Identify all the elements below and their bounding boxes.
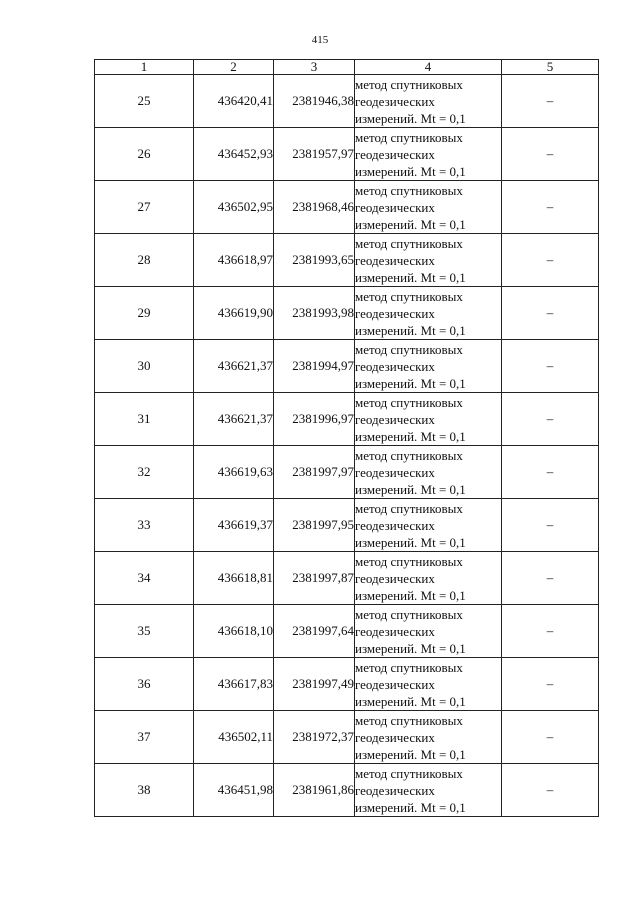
method-text-line: измерений. Mt = 0,1: [355, 322, 466, 338]
method-text-line: геодезических: [355, 305, 435, 321]
method-cell: [355, 393, 502, 446]
x-coordinate-cell: 436420,41: [194, 75, 274, 128]
table-row: [95, 499, 599, 552]
table-row: [95, 234, 599, 287]
point-number-cell: 28: [95, 234, 194, 287]
method-text-line: измерений. Mt = 0,1: [355, 375, 466, 391]
x-coordinate-cell: 436502,11: [194, 711, 274, 764]
point-number-cell: 30: [95, 340, 194, 393]
method-cell: [355, 764, 502, 817]
point-number-cell: 27: [95, 181, 194, 234]
x-coordinate-cell: 436452,93: [194, 128, 274, 181]
note-cell: –: [502, 446, 599, 499]
column-header: 1: [95, 60, 194, 75]
method-text-line: измерений. Mt = 0,1: [355, 534, 466, 550]
method-text-line: измерений. Mt = 0,1: [355, 269, 466, 285]
method-text-line: метод спутниковых: [355, 553, 463, 569]
point-number-cell: 38: [95, 764, 194, 817]
method-text-line: метод спутниковых: [355, 235, 463, 251]
note-cell: –: [502, 764, 599, 817]
note-cell: –: [502, 340, 599, 393]
method-text-line: измерений. Mt = 0,1: [355, 216, 466, 232]
table-row: [95, 340, 599, 393]
method-text-line: метод спутниковых: [355, 129, 463, 145]
note-cell: –: [502, 499, 599, 552]
point-number-cell: 29: [95, 287, 194, 340]
y-coordinate-cell: 2381961,86: [274, 764, 355, 817]
table-row: [95, 552, 599, 605]
method-text-line: метод спутниковых: [355, 659, 463, 675]
method-text-line: метод спутниковых: [355, 341, 463, 357]
note-cell: –: [502, 393, 599, 446]
y-coordinate-cell: 2381968,46: [274, 181, 355, 234]
x-coordinate-cell: 436621,37: [194, 340, 274, 393]
y-coordinate-cell: 2381997,87: [274, 552, 355, 605]
page-number: 415: [311, 34, 329, 46]
table-row: [95, 446, 599, 499]
method-cell: [355, 711, 502, 764]
table-row: [95, 181, 599, 234]
table-body: [95, 75, 599, 817]
method-text-line: измерений. Mt = 0,1: [355, 746, 466, 762]
method-text-line: геодезических: [355, 358, 435, 374]
method-text-line: геодезических: [355, 411, 435, 427]
table-row: [95, 287, 599, 340]
x-coordinate-cell: 436618,81: [194, 552, 274, 605]
method-text-line: измерений. Mt = 0,1: [355, 640, 466, 656]
table-row: [95, 764, 599, 817]
method-text-line: геодезических: [355, 676, 435, 692]
method-text-line: геодезических: [355, 782, 435, 798]
method-text-line: измерений. Mt = 0,1: [355, 693, 466, 709]
table-row: [95, 711, 599, 764]
y-coordinate-cell: 2381994,97: [274, 340, 355, 393]
method-cell: [355, 128, 502, 181]
note-cell: –: [502, 181, 599, 234]
method-text-line: геодезических: [355, 252, 435, 268]
y-coordinate-cell: 2381997,49: [274, 658, 355, 711]
y-coordinate-cell: 2381997,64: [274, 605, 355, 658]
point-number-cell: 35: [95, 605, 194, 658]
table-header-row: [95, 60, 599, 75]
point-number-cell: 36: [95, 658, 194, 711]
point-number-cell: 33: [95, 499, 194, 552]
method-text-line: метод спутниковых: [355, 712, 463, 728]
point-number-cell: 25: [95, 75, 194, 128]
method-text-line: метод спутниковых: [355, 765, 463, 781]
x-coordinate-cell: 436617,83: [194, 658, 274, 711]
table-row: [95, 75, 599, 128]
x-coordinate-cell: 436619,37: [194, 499, 274, 552]
method-text-line: геодезических: [355, 623, 435, 639]
method-text-line: измерений. Mt = 0,1: [355, 428, 466, 444]
x-coordinate-cell: 436618,10: [194, 605, 274, 658]
column-header: 4: [355, 60, 502, 75]
y-coordinate-cell: 2381993,98: [274, 287, 355, 340]
method-text-line: измерений. Mt = 0,1: [355, 163, 466, 179]
x-coordinate-cell: 436502,95: [194, 181, 274, 234]
method-text-line: измерений. Mt = 0,1: [355, 110, 466, 126]
y-coordinate-cell: 2381972,37: [274, 711, 355, 764]
method-text-line: метод спутниковых: [355, 447, 463, 463]
y-coordinate-cell: 2381997,95: [274, 499, 355, 552]
method-cell: [355, 446, 502, 499]
method-text-line: геодезических: [355, 93, 435, 109]
note-cell: –: [502, 605, 599, 658]
point-number-cell: 34: [95, 552, 194, 605]
method-text-line: метод спутниковых: [355, 76, 463, 92]
note-cell: –: [502, 287, 599, 340]
table-row: [95, 128, 599, 181]
note-cell: –: [502, 75, 599, 128]
y-coordinate-cell: 2381997,97: [274, 446, 355, 499]
method-text-line: измерений. Mt = 0,1: [355, 799, 466, 815]
method-cell: [355, 605, 502, 658]
method-text-line: геодезических: [355, 729, 435, 745]
method-cell: [355, 287, 502, 340]
method-text-line: геодезических: [355, 464, 435, 480]
column-header: 3: [274, 60, 355, 75]
y-coordinate-cell: 2381996,97: [274, 393, 355, 446]
method-text-line: метод спутниковых: [355, 288, 463, 304]
method-text-line: метод спутниковых: [355, 606, 463, 622]
table-row: [95, 393, 599, 446]
table-row: [95, 605, 599, 658]
method-cell: [355, 181, 502, 234]
table-row: [95, 658, 599, 711]
note-cell: –: [502, 234, 599, 287]
y-coordinate-cell: 2381993,65: [274, 234, 355, 287]
coordinates-table: [94, 59, 599, 817]
method-cell: [355, 552, 502, 605]
method-text-line: геодезических: [355, 517, 435, 533]
method-text-line: геодезических: [355, 146, 435, 162]
x-coordinate-cell: 436619,90: [194, 287, 274, 340]
method-cell: [355, 658, 502, 711]
note-cell: –: [502, 711, 599, 764]
x-coordinate-cell: 436451,98: [194, 764, 274, 817]
method-cell: [355, 340, 502, 393]
x-coordinate-cell: 436621,37: [194, 393, 274, 446]
x-coordinate-cell: 436619,63: [194, 446, 274, 499]
y-coordinate-cell: 2381957,97: [274, 128, 355, 181]
point-number-cell: 37: [95, 711, 194, 764]
note-cell: –: [502, 552, 599, 605]
y-coordinate-cell: 2381946,38: [274, 75, 355, 128]
method-text-line: измерений. Mt = 0,1: [355, 587, 466, 603]
method-cell: [355, 75, 502, 128]
note-cell: –: [502, 128, 599, 181]
point-number-cell: 32: [95, 446, 194, 499]
x-coordinate-cell: 436618,97: [194, 234, 274, 287]
method-text-line: метод спутниковых: [355, 394, 463, 410]
method-cell: [355, 234, 502, 287]
point-number-cell: 31: [95, 393, 194, 446]
column-header: 5: [502, 60, 599, 75]
method-text-line: измерений. Mt = 0,1: [355, 481, 466, 497]
method-cell: [355, 499, 502, 552]
method-text-line: метод спутниковых: [355, 182, 463, 198]
point-number-cell: 26: [95, 128, 194, 181]
method-text-line: метод спутниковых: [355, 500, 463, 516]
method-text-line: геодезических: [355, 199, 435, 215]
note-cell: –: [502, 658, 599, 711]
method-text-line: геодезических: [355, 570, 435, 586]
column-header: 2: [194, 60, 274, 75]
